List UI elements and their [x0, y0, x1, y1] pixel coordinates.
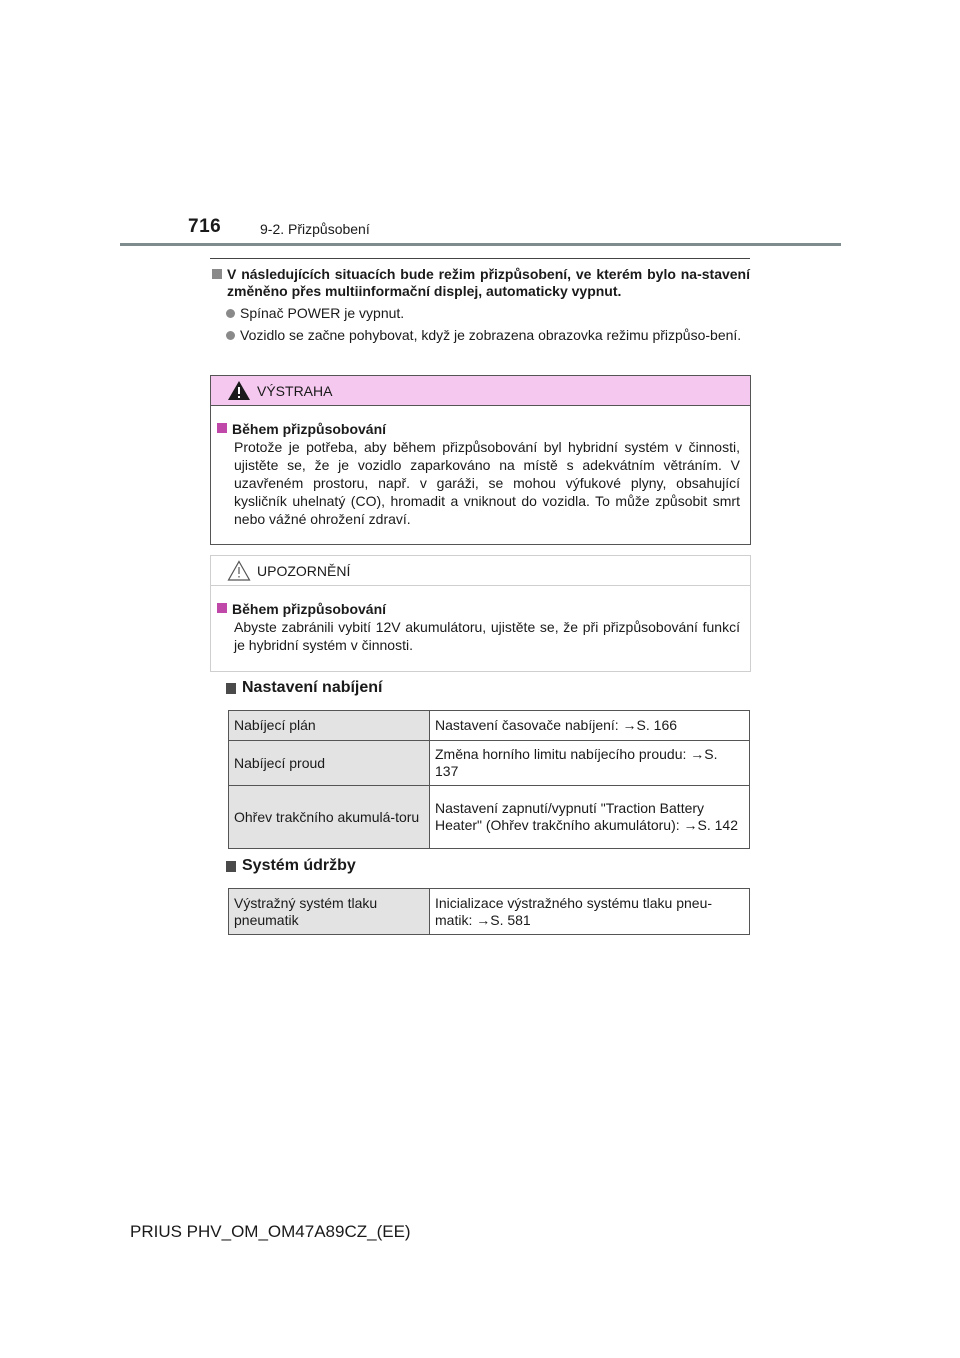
table-row	[229, 786, 750, 849]
table-value-cell: Změna horního limitu nabíjecího proudu: →S. 137	[430, 741, 750, 786]
section-title: 9-2. Přizpůsobení	[260, 221, 370, 237]
square-bullet-icon	[217, 423, 227, 433]
maintenance-heading-text: Systém údržby	[242, 857, 356, 874]
footer-model-code: PRIUS PHV_OM_OM47A89CZ_(EE)	[130, 1222, 411, 1241]
intro-heading	[210, 266, 750, 300]
warning-subheading	[215, 420, 740, 438]
intro-bullet	[210, 327, 750, 344]
table-key-cell: Nabíjecí proud	[229, 741, 430, 786]
circle-bullet-icon	[226, 309, 235, 318]
page-number: 716	[188, 216, 222, 237]
caution-box-body	[211, 586, 750, 666]
table-key-cell: Ohřev trakčního akumulá-toru	[229, 786, 430, 849]
intro-bullet	[210, 305, 750, 322]
charging-heading-text: Nastavení nabíjení	[242, 679, 383, 696]
maintenance-heading	[226, 857, 356, 875]
intro-section	[210, 266, 750, 344]
maintenance-table	[228, 888, 750, 935]
caution-title: UPOZORNĚNÍ	[257, 562, 351, 579]
table-value-cell: Nastavení zapnutí/vypnutí "Traction Battery Heater" (Ohřev trakčního akumulátoru): →S. 142	[430, 786, 750, 849]
caution-triangle-icon	[227, 560, 251, 581]
warning-title: VÝSTRAHA	[257, 382, 333, 399]
header-rule	[120, 243, 841, 246]
table-value-cell: Nastavení časovače nabíjení: →S. 166	[430, 711, 750, 741]
intro-bullet-text: Spínač POWER je vypnut.	[240, 305, 405, 321]
square-bullet-icon	[212, 269, 222, 279]
charging-heading	[226, 679, 383, 697]
table-row	[229, 711, 750, 741]
square-bullet-icon	[217, 603, 227, 613]
warning-box-body	[211, 406, 750, 540]
intro-bullet-text: Vozidlo se začne pohybovat, když je zobrazena obrazovka režimu přizpůso-bení.	[240, 327, 742, 343]
caution-text: Abyste zabránili vybití 12V akumulátoru, ujistěte se, že při přizpůsobování funkcí je hybridní systém v činnosti.	[234, 619, 740, 653]
warning-text: Protože je potřeba, aby během přizpůsobování byl hybridní systém v činnosti, ujistěte se, že je vozidlo zaparkováno na místě s adekvátním větráním. V uzavřeném prostoru, např. v garáži, se mohou výfukové plyny, obsahující kysličník uhelnatý (CO), hromadit a vniknout do vozidla. To může způsobit smrt nebo vážné ohrožení zdraví.	[234, 439, 740, 527]
top-divider	[210, 258, 750, 259]
warning-box	[210, 375, 751, 545]
table-key-cell: Výstražný systém tlaku pneumatik	[229, 889, 430, 935]
warning-box-header	[211, 376, 750, 406]
square-bullet-icon	[226, 861, 236, 872]
square-bullet-icon	[226, 683, 236, 694]
warning-subheading-text: Během přizpůsobování	[232, 421, 387, 437]
table-row	[229, 889, 750, 935]
intro-heading-text: V následujících situacích bude režim přizpůsobení, ve kterém bylo na-stavení změněno přes multiinformační displej, automaticky vypnut.	[227, 266, 750, 299]
table-row	[229, 741, 750, 786]
table-key-cell: Nabíjecí plán	[229, 711, 430, 741]
table-value-cell: Inicializace výstražného systému tlaku pneu-matik: →S. 581	[430, 889, 750, 935]
charging-table	[228, 710, 750, 849]
caution-subheading-text: Během přizpůsobování	[232, 601, 387, 617]
caution-box-header	[211, 556, 750, 586]
caution-subheading	[215, 600, 740, 618]
circle-bullet-icon	[226, 331, 235, 340]
caution-box	[210, 555, 751, 672]
warning-triangle-icon	[227, 380, 251, 401]
